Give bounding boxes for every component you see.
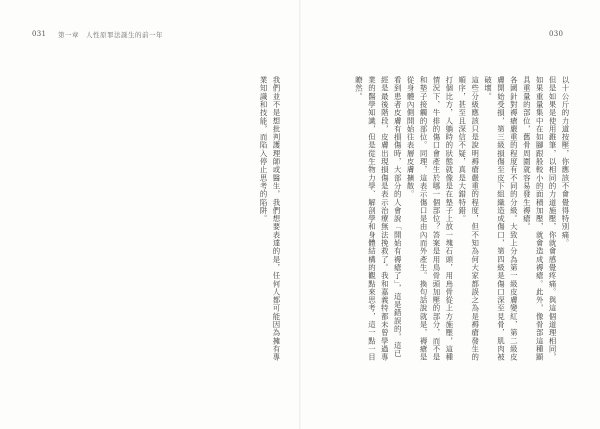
- paragraph: 這些分級應該只是說明褥瘡嚴重的程度，但不知為何大家都誤之為是褥瘡發生的順序，甚至且深信不疑，真是大錯特錯。: [457, 76, 480, 362]
- left-page-number: 031: [32, 30, 47, 38]
- paragraph: 看到患者皮膚有損傷時，大部分的人會說「開始有褥瘡了」，這是錯誤的，這已經是最後階段，皮膚出現損傷是表示治療無法挽救了。我和嘉義特都未曾學過專業的醫學知識，但是從生物力學、解剖學和身體結構的觀點來思考，這一點一目瞭然。: [354, 76, 403, 362]
- paragraph: 以十公斤的力道按壓，你應該不會覺得特別痛。: [561, 76, 570, 248]
- paragraph: 各國針對褥瘡嚴重的程度有不同的分級。大致上分為第一級皮膚變紅，第二級皮膚開始受損，第三級損傷至皮下組織造成傷口，第四級是傷口深至見骨，肌肉被破壞。: [483, 76, 519, 362]
- running-head: 第一章 人性原罪法誕生的前一年: [58, 31, 163, 39]
- paragraph: 打個比方，人躺時的狀態就像是在墊子上放一塊石頭，用鳥骨從上方施壓，這種情況下，牛排的傷口會產生於哪一個部位？答案是用鳥骨頭加壓的部分，而不是和墊子接觸的部位。同理，這表示傷口是由內而外產生。換句話說就是，褥瘡是從身體內側開始往表層皮膚擴散。: [406, 76, 454, 362]
- page-gutter: [299, 0, 301, 429]
- left-page-body: [242, 76, 282, 362]
- right-page-body: [330, 76, 571, 362]
- right-page-number: 030: [549, 30, 564, 38]
- paragraph: 我們並不是想批判護理師或醫生，我們想要表達的是，任何人都可能因為擁有專業知識和技能，而陷入停止思考的陷阱。: [259, 76, 281, 362]
- paragraph: 但是如果是使用錐筆，以相同的力道施壓，你就會感覺疼痛。與這個道理相同，如果重量集中在如腳跟般較小的面積加壓，就會造成褥瘡。此外，像骨部這種顯具重量的部位，舊骨周圍就容易發生褥瘡。: [522, 76, 558, 362]
